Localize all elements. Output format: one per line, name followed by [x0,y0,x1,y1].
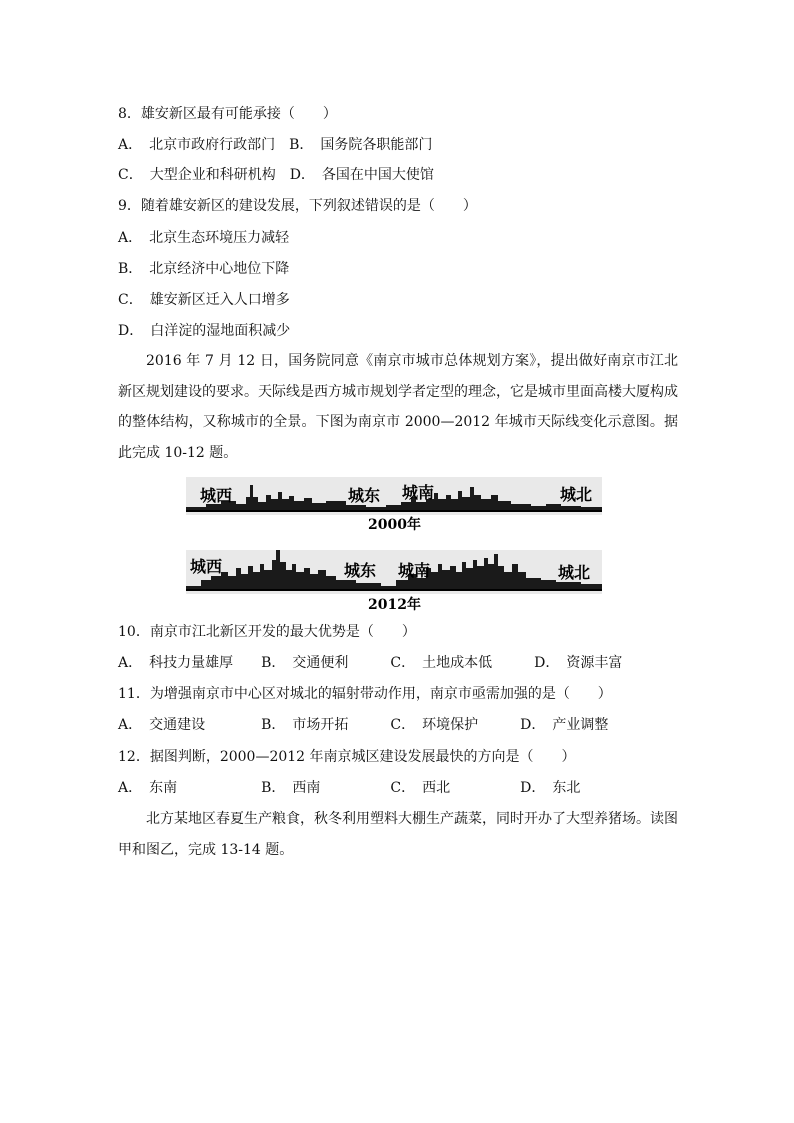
label-2000-north: 城北 [560,485,593,504]
label-2012-south: 城南 [398,561,431,580]
q11-stem: 11．为增强南京市中心区对城北的辐射带动作用，南京市亟需加强的是（ ） [118,686,612,702]
passage-nanjing-skyline: 2016 年 7 月 12 日，国务院同意《南京市城市总体规划方案》，提出做好南京市江北新区规划建设的要求。天际线是西方城市规划学者定型的理念，它是城市里面高楼大厦构成的整体结构，又称城市的全景。下图为南京市 2000—2012 年城市天际线变化示意图。据此完成 10-12 题。 [118,353,678,461]
q12-stem: 12．据图判断，2000—2012 年南京城区建设发展最快的方向是（ ） [118,749,576,765]
q11-options: A． 交通建设 B． 市场开拓 C． 环境保护 D． 产业调整 [118,717,609,733]
label-2012-east: 城东 [344,561,377,580]
q8-options-row2: C． 大型企业和科研机构 D． 各国在中国大使馆 [118,167,434,183]
year-2000: 2000年 [368,517,421,533]
skyline-2000-graphic [186,477,602,515]
label-2012-west: 城西 [190,557,223,576]
q10-options: A． 科技力量雄厚 B． 交通便利 C． 土地成本低 D． 资源丰富 [118,655,623,671]
skyline-2012 [186,550,602,594]
label-2000-west: 城西 [200,486,233,505]
skyline-2012-graphic [186,550,602,594]
q9-option-c: C． 雄安新区迁入人口增多 [118,292,290,308]
q9-stem: 9．随着雄安新区的建设发展，下列叙述错误的是（ ） [118,198,477,214]
q8-stem: 8．雄安新区最有可能承接（ ） [118,106,337,122]
q8-options-row1: A． 北京市政府行政部门 B． 国务院各职能部门 [118,137,433,153]
passage-northern-farming: 北方某地区春夏生产粮食，秋冬利用塑料大棚生产蔬菜，同时开办了大型养猪场。读图甲和图乙，完成 13-14 题。 [118,811,678,858]
skyline-2000 [186,477,602,515]
q12-options: A． 东南 B． 西南 C． 西北 D． 东北 [118,780,581,796]
label-2000-south: 城南 [402,483,435,502]
label-2000-east: 城东 [348,486,381,505]
q9-option-a: A． 北京生态环境压力减轻 [118,230,290,246]
label-2012-north: 城北 [558,563,591,582]
q9-option-d: D． 白洋淀的湿地面积减少 [118,323,291,339]
q10-stem: 10．南京市江北新区开发的最大优势是（ ） [118,624,416,640]
year-2012: 2012年 [368,597,421,613]
q9-option-b: B． 北京经济中心地位下降 [118,261,290,277]
